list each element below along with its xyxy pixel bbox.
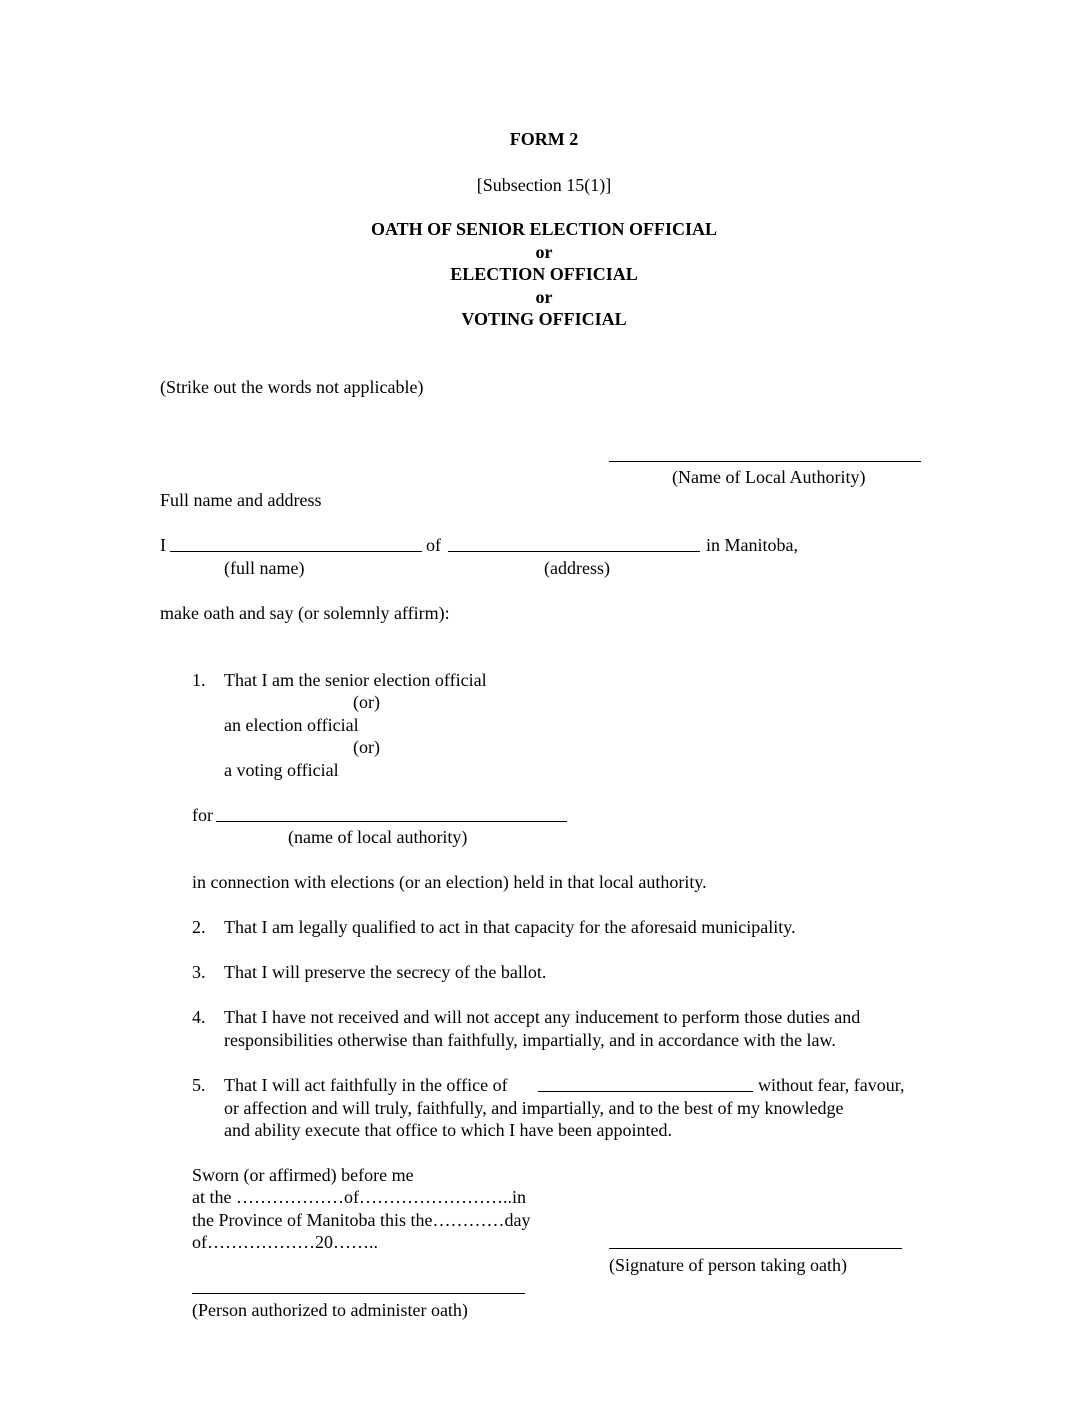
oath-title-senior: OATH OF SENIOR ELECTION OFFICIAL <box>370 219 718 239</box>
item-5-line-1a: That I will act faithfully in the office of <box>224 1075 508 1095</box>
item-5-line-2: or affection and will truly, faithfully, and impartially, and to the best of my knowledge <box>224 1098 844 1118</box>
full-name-address-label: Full name and address <box>160 490 322 510</box>
item-4-line-1: That I have not received and will not accept any inducement to perform those duties and <box>224 1007 861 1027</box>
signature-caption: (Signature of person taking oath) <box>609 1255 847 1275</box>
item-4-number: 4. <box>192 1007 206 1027</box>
for-label: for <box>192 805 213 825</box>
item-3-number: 3. <box>192 962 206 982</box>
item-5-line-1b: without fear, favour, <box>758 1075 905 1095</box>
item-1-voting-official: a voting official <box>224 760 339 780</box>
strike-out-instruction: (Strike out the words not applicable) <box>160 377 424 397</box>
address-line[interactable] <box>448 551 700 552</box>
form-title: FORM 2 <box>509 129 579 149</box>
sworn-line-1: Sworn (or affirmed) before me <box>192 1165 414 1185</box>
oath-intro: make oath and say (or solemnly affirm): <box>160 603 450 623</box>
signature-line[interactable] <box>609 1248 902 1249</box>
item-2-text: That I am legally qualified to act in that capacity for the aforesaid municipality. <box>224 917 796 937</box>
address-caption: (address) <box>544 558 610 578</box>
full-name-caption: (full name) <box>224 558 305 578</box>
authorized-person-caption: (Person authorized to administer oath) <box>192 1300 468 1320</box>
oath-title-election: ELECTION OFFICIAL <box>450 264 638 284</box>
item-1-or-b: (or) <box>353 737 380 757</box>
item-1-senior-official: That I am the senior election official <box>224 670 487 690</box>
authorized-person-line[interactable] <box>192 1293 525 1294</box>
item-3-text: That I will preserve the secrecy of the ballot. <box>224 962 547 982</box>
sworn-line-3[interactable]: the Province of Manitoba this the…………day <box>192 1210 531 1230</box>
local-authority-line[interactable] <box>609 461 921 462</box>
item-1-election-official: an election official <box>224 715 359 735</box>
item-5-number: 5. <box>192 1075 206 1095</box>
item-1-number: 1. <box>192 670 206 690</box>
office-name-line[interactable] <box>538 1091 753 1092</box>
full-name-line[interactable] <box>170 551 422 552</box>
prefix-i: I <box>160 535 166 555</box>
item-2-number: 2. <box>192 917 206 937</box>
of-label: of <box>426 535 441 555</box>
for-local-authority-caption: (name of local authority) <box>288 827 468 847</box>
item-5-line-3: and ability execute that office to which I have been appointed. <box>224 1120 672 1140</box>
in-manitoba-label: in Manitoba, <box>706 535 798 555</box>
oath-title-or-2: or <box>535 287 553 307</box>
sworn-line-4[interactable]: of………………20…….. <box>192 1232 378 1252</box>
item-4-line-2: responsibilities otherwise than faithfully, impartially, and in accordance with the law. <box>224 1030 836 1050</box>
subsection-reference: [Subsection 15(1)] <box>476 175 612 195</box>
oath-title-or-1: or <box>535 242 553 262</box>
sworn-line-2[interactable]: at the ………………of……………………..in <box>192 1187 526 1207</box>
item-1-connection: in connection with elections (or an election) held in that local authority. <box>192 872 707 892</box>
item-1-or-a: (or) <box>353 692 380 712</box>
oath-title-voting: VOTING OFFICIAL <box>461 309 627 329</box>
local-authority-caption: (Name of Local Authority) <box>672 467 866 487</box>
for-local-authority-line[interactable] <box>216 821 567 822</box>
